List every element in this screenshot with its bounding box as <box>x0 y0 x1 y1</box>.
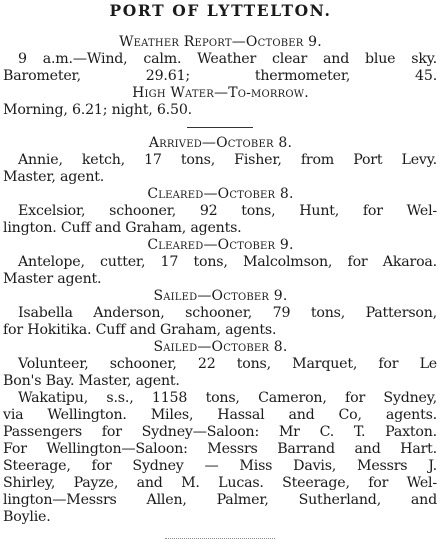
bottom-divider <box>165 538 275 539</box>
high-water-line: Morning, 6.21; night, 6.50. <box>3 102 192 118</box>
weather-heading: Weather Report—October 9. <box>119 34 322 50</box>
weather-line-2: Barometer, 29.61; thermometer, 45. <box>3 68 437 84</box>
sailed-8-line-7: Steerage, for Sydney — Miss Davis, Messrs J. <box>3 458 437 474</box>
cleared-9-line-2: Master agent. <box>3 271 102 287</box>
cleared-9-line-1: Antelope, cutter, 17 tons, Malcolmson, for Akaroa. <box>18 254 437 270</box>
sailed-8-line-2: Bon's Bay. Master, agent. <box>3 373 180 389</box>
section-divider <box>187 127 253 128</box>
sailed-8-line-6: For Wellington—Saloon: Messrs Barrand and Hart. <box>3 441 437 457</box>
page-title: PORT OF LYTTELTON. <box>109 1 332 20</box>
high-water-heading: High Water—To-morrow. <box>132 85 309 101</box>
sailed-9-line-1: Isabella Anderson, schooner, 79 tons, Patterson, <box>18 305 437 321</box>
sailed-8-line-9: lington—Messrs Allen, Palmer, Sutherland, and <box>3 492 437 508</box>
cleared-8-heading: Cleared—October 8. <box>147 186 294 202</box>
sailed-9-heading: Sailed—October 9. <box>153 288 288 304</box>
sailed-8-line-8: Shirley, Payze, and M. Lucas. Steerage, for Wel- <box>3 475 437 491</box>
sailed-8-line-1: Volunteer, schooner, 22 tons, Marquet, for Le <box>18 356 437 372</box>
sailed-9-line-2: for Hokitika. Cuff and Graham, agents. <box>3 322 277 338</box>
cleared-8-line-1: Excelsior, schooner, 92 tons, Hunt, for Wel- <box>18 203 437 219</box>
arrived-heading: Arrived—October 8. <box>148 135 293 151</box>
arrived-line-2: Master, agent. <box>3 169 105 185</box>
cleared-8-line-2: lington. Cuff and Graham, agents. <box>3 220 242 236</box>
sailed-8-heading: Sailed—October 8. <box>153 339 288 355</box>
sailed-8-line-4: via Wellington. Miles, Hassal and Co, agents. <box>3 407 437 423</box>
sailed-8-line-3: Wakatipu, s.s., 1158 tons, Cameron, for Sydney, <box>18 390 437 406</box>
weather-line-1: 9 a.m.—Wind, calm. Weather clear and blue sky. <box>18 51 437 67</box>
cleared-9-heading: Cleared—October 9. <box>147 237 294 253</box>
arrived-line-1: Annie, ketch, 17 tons, Fisher, from Port Levy. <box>18 152 437 168</box>
sailed-8-line-5: Passengers for Sydney—Saloon: Mr C. T. Paxton. <box>3 424 437 440</box>
sailed-8-line-10: Boylie. <box>3 509 51 525</box>
